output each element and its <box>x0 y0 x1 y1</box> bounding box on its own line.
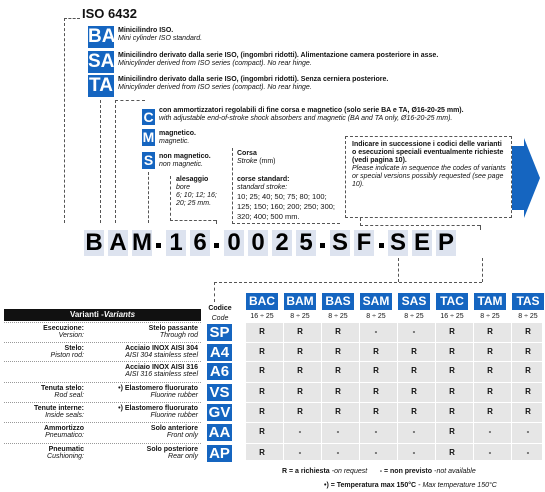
variant-code-gv: GV <box>208 404 231 421</box>
stroke-label-it: Corsa <box>237 150 257 157</box>
table-cell: R <box>259 407 265 416</box>
variant-desc-it: magnetico. <box>159 130 196 137</box>
row-description <box>88 405 198 419</box>
table-cell: R <box>259 427 265 436</box>
table-cell: R <box>411 407 417 416</box>
table-cell: - <box>336 427 340 436</box>
divider <box>480 225 481 230</box>
group-label-en: Rod seal: <box>54 392 84 399</box>
stroke-std-block <box>237 176 337 222</box>
series-desc-en: Minicylinder derived from ISO series (compact). No rear hinge. <box>118 84 312 91</box>
series-code-ba: BA <box>88 26 116 47</box>
description-en: Through rod <box>159 332 198 339</box>
column-header-tac: TAC <box>436 293 468 310</box>
row-separator <box>4 342 201 343</box>
column-header-bam: BAM <box>284 293 316 310</box>
description-it: Solo anteriore <box>150 425 198 432</box>
divider <box>64 18 65 223</box>
row-separator <box>4 382 201 383</box>
column-separator <box>397 322 398 460</box>
table-cell: R <box>449 448 455 457</box>
code-char: S <box>331 229 348 256</box>
table-cell: R <box>449 366 455 375</box>
code-char: M <box>132 229 152 256</box>
table-cell: R <box>335 347 341 356</box>
table-cell: R <box>259 347 265 356</box>
series-desc-en: Minicylinder derived from ISO series (compact). No rear hinge. <box>118 60 312 67</box>
row-group-label <box>4 364 84 371</box>
group-label-it: Ammortizzo <box>43 425 84 432</box>
arrow-right-icon <box>512 138 542 218</box>
bore-label-it: alesaggio <box>176 176 209 183</box>
column-range: 8 ÷ 25 <box>404 313 424 320</box>
table-cell: R <box>525 407 531 416</box>
series-desc-sa <box>118 52 518 68</box>
legend-line-2 <box>324 480 542 490</box>
table-cell: - <box>374 448 378 457</box>
table-cell: R <box>297 387 303 396</box>
variant-code-vs: VS <box>207 384 232 401</box>
row-group-label <box>4 325 84 339</box>
group-label-en: Pneumatico: <box>45 432 84 439</box>
code-char: 5 <box>296 230 316 256</box>
bore-values: 6; 10; 12; 16; 20; 25 mm. <box>176 192 217 207</box>
table-cell: R <box>487 327 493 336</box>
divider <box>232 148 233 224</box>
bore-label-en: bore <box>176 184 191 191</box>
note-it: Indicare in successione i codici delle varianti o esecuzioni speciali eventualmente richieste (vedi pagina 10). <box>352 141 504 164</box>
divider <box>170 220 216 221</box>
column-separator <box>283 322 284 460</box>
row-description <box>88 364 198 378</box>
divider <box>216 220 217 224</box>
code-char: P <box>437 229 454 256</box>
group-label-en: Piston rod: <box>50 352 84 359</box>
table-cell: - <box>526 427 530 436</box>
variant-desc-it: non magnetico. <box>159 153 211 160</box>
divider <box>115 100 116 223</box>
description-en: Rear only <box>168 453 198 460</box>
row-group-label <box>4 385 84 399</box>
table-cell: R <box>373 366 379 375</box>
legend-line-1 <box>282 466 542 476</box>
group-label-en: Inside seals: <box>45 412 84 419</box>
divider <box>100 100 101 223</box>
divider <box>214 282 482 283</box>
legend-r: R = a richiesta <box>282 468 330 475</box>
column-header-sam: SAM <box>360 293 392 310</box>
stroke-std-it: corse standard: <box>237 176 290 183</box>
divider <box>214 282 215 302</box>
row-separator <box>4 322 201 323</box>
code-char: 2 <box>272 230 292 256</box>
row-separator <box>4 361 201 362</box>
code-char: F <box>354 230 374 256</box>
series-desc-ta <box>118 76 518 92</box>
code-separator <box>214 243 219 248</box>
group-label-en: Version: <box>58 332 84 339</box>
row-group-label <box>4 345 84 359</box>
description-it: •) Elastomero fluorurato <box>118 405 198 412</box>
table-cell: R <box>373 407 379 416</box>
group-label-it: Esecuzione: <box>43 325 84 332</box>
code-char: 0 <box>224 230 244 256</box>
column-header-sas: SAS <box>398 293 430 310</box>
series-code-sa: SA <box>88 51 115 72</box>
table-cell: R <box>297 347 303 356</box>
code-char: 6 <box>190 230 210 256</box>
row-description <box>88 446 198 460</box>
table-cell: R <box>411 347 417 356</box>
legend-dash-en: -not available <box>434 468 476 475</box>
series-desc-it: Minicilindro ISO. <box>118 27 174 34</box>
description-en: AISI 316 stainless steel <box>125 371 198 378</box>
table-cell: R <box>449 387 455 396</box>
table-cell: R <box>373 387 379 396</box>
row-separator <box>4 443 201 444</box>
row-separator <box>4 422 201 423</box>
series-desc-it: Minicilindro derivato dalla serie ISO, (ingombri ridotti). Alimentazione camera posteriore in asse. <box>118 52 439 59</box>
variant-desc-en: magnetic. <box>159 138 190 145</box>
table-cell: R <box>297 407 303 416</box>
legend-temp-en: - Max temperature 150°C <box>418 482 497 489</box>
legend-temp: •) = Temperatura max 150°C <box>324 482 417 489</box>
table-cell: - <box>298 448 302 457</box>
divider <box>115 100 145 101</box>
variant-code-m: M <box>142 129 155 145</box>
column-separator <box>435 322 436 460</box>
row-separator <box>4 402 201 403</box>
table-cell: R <box>335 407 341 416</box>
table-cell: R <box>487 347 493 356</box>
variants-label-en: Variants <box>103 310 136 319</box>
group-label-it: Tenute interne: <box>33 405 84 412</box>
table-cell: R <box>259 366 265 375</box>
table-cell: R <box>411 387 417 396</box>
series-desc-en: Mini cylinder ISO standard. <box>118 35 203 42</box>
stroke-values: 10; 25; 40; 50; 75; 80; 100; 125; 150; 160; 200; 250; 300; 320; 400; 500 mm. <box>237 192 336 221</box>
divider <box>170 176 171 221</box>
row-description <box>88 325 198 339</box>
divider <box>232 223 340 224</box>
table-cell: - <box>412 427 416 436</box>
row-description <box>88 345 198 359</box>
table-cell: R <box>259 327 265 336</box>
code-char: E <box>413 229 430 256</box>
series-desc-it: Minicilindro derivato dalla serie ISO, (ingombri ridotti). Senza cerniera posteriore. <box>118 76 389 83</box>
table-cell: - <box>412 327 416 336</box>
description-en: Front only <box>166 432 198 439</box>
code-label-en: Code <box>211 315 229 322</box>
column-header-bac: BAC <box>246 293 278 310</box>
table-cell: - <box>488 448 492 457</box>
divider <box>360 225 480 226</box>
stroke-unit: (mm) <box>259 158 276 165</box>
table-cell: - <box>298 427 302 436</box>
table-cell: - <box>374 327 378 336</box>
column-separator <box>245 322 246 460</box>
variant-code-c: C <box>143 109 154 125</box>
bore-block <box>176 176 224 208</box>
table-cell: R <box>259 387 265 396</box>
code-separator <box>379 243 384 248</box>
column-range: 8 ÷ 25 <box>328 313 348 320</box>
divider <box>148 172 149 223</box>
group-label-it: Tenuta stelo: <box>40 385 84 392</box>
table-cell: R <box>259 448 265 457</box>
table-cell: R <box>449 347 455 356</box>
table-cell: R <box>335 366 341 375</box>
table-cell: R <box>525 327 531 336</box>
code-char: 1 <box>166 230 186 256</box>
column-header-bas: BAS <box>322 293 354 310</box>
code-char: B <box>85 229 103 256</box>
row-group-label <box>4 425 84 439</box>
column-range: 8 ÷ 25 <box>290 313 310 320</box>
variant-code-aa: AA <box>208 424 231 441</box>
divider <box>398 258 399 282</box>
column-range: 16 ÷ 25 <box>250 313 274 320</box>
column-separator <box>473 322 474 460</box>
variant-code-ap: AP <box>207 445 232 462</box>
divider <box>64 18 80 19</box>
table-cell: R <box>297 327 303 336</box>
description-it: Acciaio INOX AISI 316 <box>125 364 198 371</box>
column-separator <box>511 322 512 460</box>
description-en: AISI 304 stainless steel <box>125 352 198 359</box>
table-cell: R <box>487 387 493 396</box>
stroke-label-en: Stroke <box>237 158 258 165</box>
variant-desc-m <box>159 130 229 146</box>
variant-code-sp: SP <box>207 324 232 341</box>
variant-desc-it: con ammortizzatori regolabili di fine corsa e magnetico (solo serie BA e TA, Ø16-20-25 mm). <box>159 107 464 114</box>
group-label-it: Pneumatic <box>48 446 84 453</box>
table-cell: R <box>525 366 531 375</box>
code-char: A <box>109 229 127 256</box>
variant-desc-s <box>159 153 229 169</box>
column-range: 8 ÷ 25 <box>366 313 386 320</box>
table-cell: R <box>449 327 455 336</box>
column-range: 16 ÷ 25 <box>440 313 464 320</box>
legend-r-en: -on request <box>331 468 368 475</box>
table-cell: R <box>335 327 341 336</box>
row-group-label <box>4 446 84 460</box>
column-header-tam: TAM <box>474 293 506 310</box>
legend-dash: - = non previsto <box>379 468 433 475</box>
table-cell: R <box>487 366 493 375</box>
variants-label: Varianti - <box>69 310 104 319</box>
table-cell: R <box>487 407 493 416</box>
column-separator <box>321 322 322 460</box>
code-char: 0 <box>248 230 268 256</box>
description-it: Stelo passante <box>148 325 198 332</box>
table-cell: R <box>411 366 417 375</box>
column-range: 8 ÷ 25 <box>480 313 500 320</box>
variant-desc-en: non magnetic. <box>159 161 203 168</box>
table-cell: - <box>374 427 378 436</box>
description-it: Solo posteriore <box>146 446 198 453</box>
code-header <box>203 303 237 323</box>
variant-desc-en: with adjustable end-of-stroke shock absorbers and magnetic (BA and TA only, Ø16-20-25 mm). <box>159 115 453 122</box>
description-en: Fluorine rubber <box>150 392 198 399</box>
note-text <box>352 141 507 189</box>
column-separator <box>359 322 360 460</box>
variant-code-a6: A6 <box>207 363 232 380</box>
row-group-label <box>4 405 84 419</box>
table-cell: R <box>297 366 303 375</box>
table-cell: R <box>525 347 531 356</box>
table-cell: R <box>449 407 455 416</box>
table-cell: - <box>336 448 340 457</box>
variant-code-s: S <box>143 152 154 168</box>
description-it: Acciaio INOX AISI 304 <box>125 345 198 352</box>
variant-desc-c <box>159 107 519 123</box>
table-cell: - <box>412 448 416 457</box>
table-cell: R <box>373 347 379 356</box>
group-label-it: Stelo: <box>64 345 84 352</box>
stroke-block <box>237 150 337 166</box>
divider <box>482 258 483 282</box>
series-code-ta: TA <box>89 75 113 96</box>
page-title: ISO 6432 <box>82 6 137 21</box>
code-separator <box>156 243 161 248</box>
series-desc-ba <box>118 27 478 43</box>
variant-code-a4: A4 <box>207 344 232 361</box>
code-label: Codice <box>208 305 232 312</box>
column-range: 8 ÷ 25 <box>518 313 538 320</box>
description-en: Fluorine rubber <box>150 412 198 419</box>
table-cell: - <box>488 427 492 436</box>
table-cell: R <box>335 387 341 396</box>
row-description <box>88 425 198 439</box>
code-separator <box>320 243 325 248</box>
table-cell: R <box>449 427 455 436</box>
variants-header <box>4 309 201 321</box>
table-cell: - <box>526 448 530 457</box>
note-en: Please indicate in sequence the codes of variants or special versions possibly requested (see page 10). <box>352 165 506 188</box>
stroke-std-en: standard stroke: <box>237 184 288 191</box>
column-header-tas: TAS <box>512 293 544 310</box>
row-description <box>88 385 198 399</box>
code-char: S <box>389 229 406 256</box>
table-cell: R <box>525 387 531 396</box>
description-it: •) Elastomero fluorurato <box>118 385 198 392</box>
group-label-en: Cushioning: <box>47 453 84 460</box>
